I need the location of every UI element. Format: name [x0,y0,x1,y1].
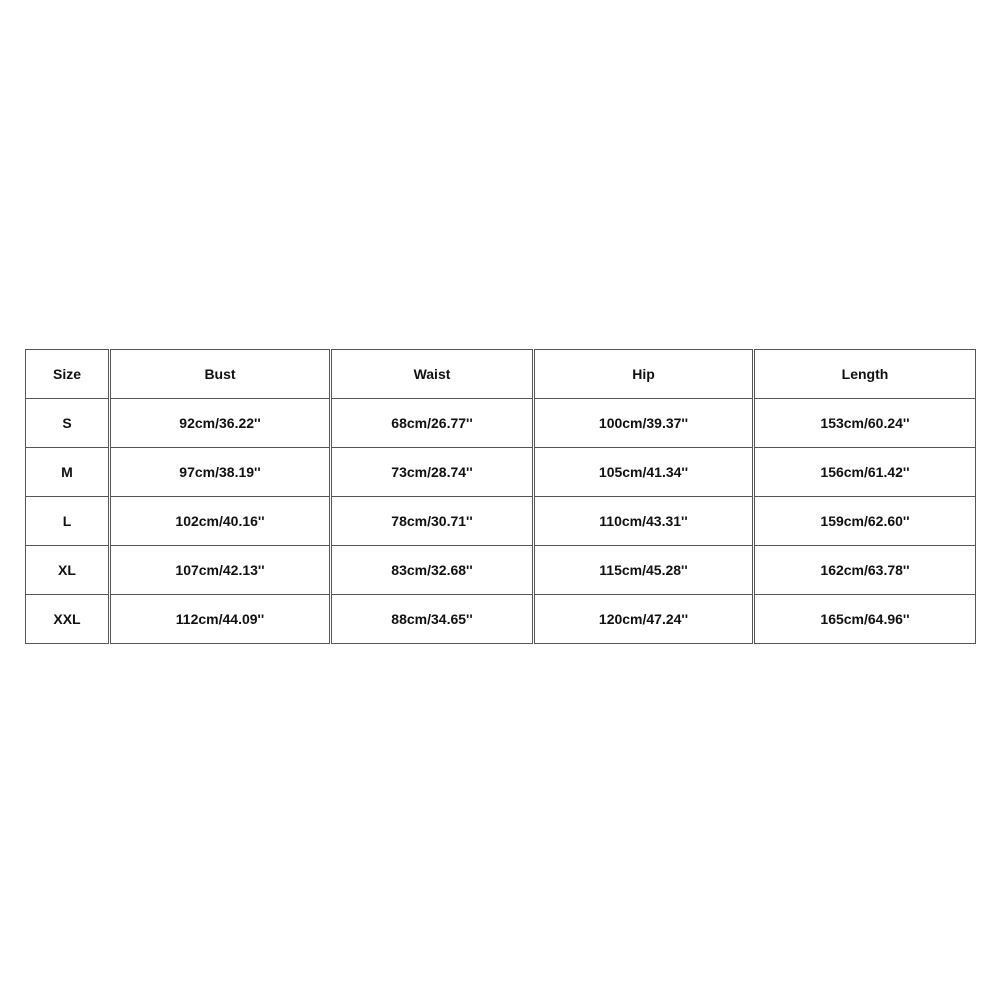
table-row [26,399,976,448]
waist-cell: 78cm/30.71'' [331,497,534,546]
bust-cell: 102cm/40.16'' [110,497,331,546]
size-cell: XXL [26,595,110,644]
table-row [26,595,976,644]
hip-cell: 120cm/47.24'' [534,595,754,644]
header-cell-waist: Waist [331,350,534,399]
hip-cell: 105cm/41.34'' [534,448,754,497]
bust-cell: 92cm/36.22'' [110,399,331,448]
waist-cell: 88cm/34.65'' [331,595,534,644]
size-cell: S [26,399,110,448]
header-cell-hip: Hip [534,350,754,399]
length-cell: 162cm/63.78'' [754,546,976,595]
waist-cell: 73cm/28.74'' [331,448,534,497]
table-row [26,448,976,497]
header-cell-length: Length [754,350,976,399]
bust-cell: 112cm/44.09'' [110,595,331,644]
hip-cell: 115cm/45.28'' [534,546,754,595]
header-cell-bust: Bust [110,350,331,399]
bust-cell: 97cm/38.19'' [110,448,331,497]
hip-cell: 100cm/39.37'' [534,399,754,448]
table-row [26,497,976,546]
table-row [26,546,976,595]
length-cell: 153cm/60.24'' [754,399,976,448]
table-header-row [26,350,976,399]
length-cell: 165cm/64.96'' [754,595,976,644]
size-cell: M [26,448,110,497]
waist-cell: 83cm/32.68'' [331,546,534,595]
header-cell-size: Size [26,350,110,399]
hip-cell: 110cm/43.31'' [534,497,754,546]
bust-cell: 107cm/42.13'' [110,546,331,595]
length-cell: 159cm/62.60'' [754,497,976,546]
size-cell: L [26,497,110,546]
size-chart-table [25,349,976,644]
size-cell: XL [26,546,110,595]
waist-cell: 68cm/26.77'' [331,399,534,448]
length-cell: 156cm/61.42'' [754,448,976,497]
